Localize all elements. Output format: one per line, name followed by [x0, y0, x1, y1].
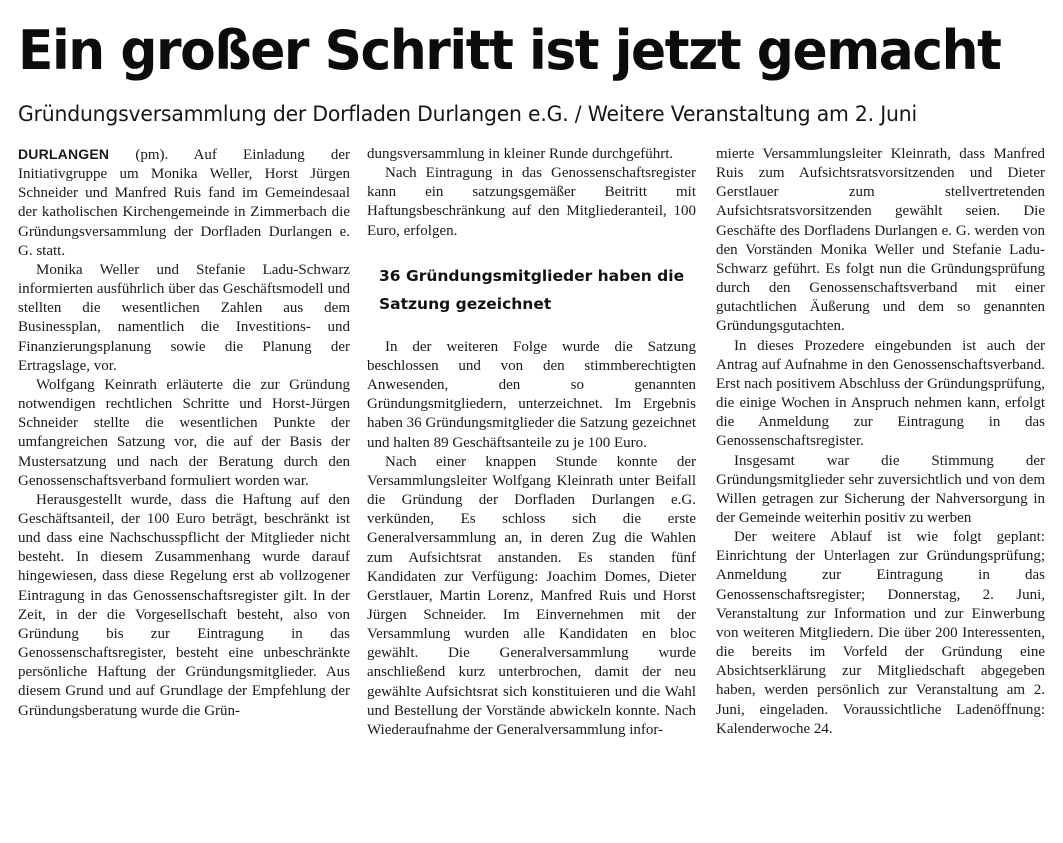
article-paragraph: Monika Weller und Stefanie Ladu-Schwarz informierten ausführlich über das Geschäftsmodell und stellten die wesentlichen Zahlen aus dem Businessplan, namentlich die Investitions- und Finanzierungsplanung sowie die Planung der Ertragslage, vor. [18, 261, 350, 374]
article-paragraph: In dieses Prozedere eingebunden ist auch der Antrag auf Aufnahme in den Genossenschaftsverband. Erst nach positivem Abschluss der Gründungsprüfung, die einige Wochen in Anspruch nehmen kann, erfolgt die Anmeldung zur Eintragung in das Genossenschaftsregister. [716, 337, 1045, 450]
article-intertitle: 36 Gründungsmitglieder haben die Satzung gezeichnet [379, 266, 685, 313]
article-paragraph: Insgesamt war die Stimmung der Gründungsmitglieder sehr zuversichtlich und von dem Willen getragen zur Sicherung der Nahversorgung in der Gemeinde weiterhin positiv zu werben [716, 452, 1045, 526]
article-paragraph [18, 145, 350, 261]
article-paragraph: dungsversammlung in kleiner Runde durchgeführt. [367, 146, 674, 162]
article-paragraph: mierte Versammlungsleiter Kleinrath, dass Manfred Ruis zum Aufsichtsratsvorsitzenden und Dieter Gerstlauer zum stellvertretenden Aufsichtsratsvorsitzenden gewählt seien. Die Geschäfte des Dorfladens Durlangen e. G. werden von den Vorständen Monika Weller und Stefanie Ladu-Schwarz geführt. Es folgt nun die Gründungsprüfung durch den Genossenschaftsverband mit einer gutachtlichen Äußerung und dem so genannten Gründungsgutachten. [716, 146, 1045, 335]
article-paragraph-text: (pm). Auf Einladung der Initiativgruppe um Monika Weller, Horst Jürgen Schneider und Manfred Ruis fand im Gemeindesaal der katholischen Kirchengemeinde in Zimmerbach die Gründungsversammlung der Dorfladen Durlangen e. G. statt. [18, 147, 350, 259]
article-paragraph: Nach einer knappen Stunde konnte der Versammlungsleiter Wolfgang Kleinrath unter Beifall die Gründung der Dorfladen Durlangen e.G. verkünden, Es schloss sich die erste Generalversammlung an, in deren Zug die Wahlen zum Aufsichtsrat anstanden. Es standen fünf Kandidaten zur Verfügung: Joachim Domes, Dieter Gerstlauer, Martin Lorenz, Manfred Ruis und Horst Jürgen Schneider. Im Einvernehmen mit der Versammlung wurden alle Kandidaten en bloc gewählt. Die Generalversammlung wurde anschließend kurz unterbrochen, damit der neu gewählte Aufsichtsrat sich konstituieren und die Wahl und Bestellung der Vorstände abwickeln konnte. Nach Wiederaufnahme der Generalversammlung infor- [367, 453, 696, 738]
article-headline: Ein großer Schritt ist jetzt gemacht [18, 19, 1001, 82]
article-paragraph: Nach Eintragung in das Genossenschaftsregister kann ein satzungsgemäßer Beitritt mit Haftungsbeschränkung auf den Mitgliederanteil, 100 Euro, erfolgen. [367, 165, 696, 239]
article-column-2 [367, 145, 696, 740]
article-subheadline: Gründungsversammlung der Dorfladen Durlangen e.G. / Weitere Veranstaltung am 2. Juni [18, 102, 917, 126]
article-paragraph: In der weiteren Folge wurde die Satzung beschlossen und von den stimmberechtigten Anwesenden, den so genannten Gründungsmitgliedern, unterzeichnet. Im Ergebnis haben 36 Gründungsmitglieder die Satzung gezeichnet und halten 89 Geschäftsanteile zu je 100 Euro. [367, 338, 696, 451]
article-paragraph: Der weitere Ablauf ist wie folgt geplant: Einrichtung der Unterlagen zur Gründungsprüfung; Anmeldung zur Eintragung in das Genossenschaftsregister; Donnerstag, 2. Juni, Veranstaltung zur Information und zur Einwerbung von weiteren Mitgliedern. Die über 200 Interessenten, die bereits im Vorfeld der Gründung eine Absichtserklärung zur Mitgliedschaft abgegeben haben, werden persönlich zur Veranstaltung am 2. Juni, eingeladen. Voraussichtliche Ladenöffnung: Kalenderwoche 24. [716, 529, 1045, 737]
article-dateline: DURLANGEN [18, 146, 110, 162]
article-paragraph: Herausgestellt wurde, dass die Haftung auf den Geschäftsanteil, der 100 Euro beträgt, beschränkt ist und dass eine Nachschusspflicht der Mitglieder nicht besteht. In diesem Zusammenhang wurde darauf hingewiesen, dass diese Regelung erst ab vollzogener Eintragung in das Genossenschaftsregister gilt. In der Zeit, in der die Vorgesellschaft besteht, also von Gründung bis zur Eintragung in das Genossenschaftsregister, besteht eine unbeschränkte persönliche Haftung der Gründungsmitglieder. Aus diesem Grund und auf Grundlage der Empfehlung der Gründungsberatung wurde die Grün- [18, 491, 350, 719]
article-column-1 [18, 145, 350, 721]
article-column-3 [716, 145, 1045, 739]
article-paragraph: Wolfgang Keinrath erläuterte die zur Gründung notwendigen rechtlichen Schritte und Horst-Jürgen Schneider stellte die wesentlichen Punkte der umfangreichen Satzung vor, die auf der Basis der Mustersatzung und nach der Beratung durch den Genossenschaftsverband formuliert worden war. [18, 376, 350, 489]
